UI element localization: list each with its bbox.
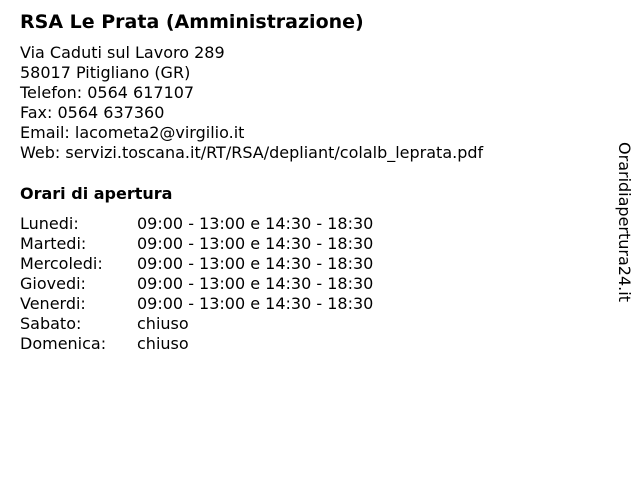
hours-row <box>20 314 440 334</box>
hours-row <box>20 214 440 234</box>
email-line: Email: lacometa2@virgilio.it <box>20 123 245 142</box>
time-value: 09:00 - 13:00 e 14:30 - 18:30 <box>137 274 374 293</box>
phone-line: Telefon: 0564 617107 <box>20 83 195 102</box>
hours-row <box>20 254 440 274</box>
opening-hours-heading: Orari di apertura <box>20 184 173 203</box>
time-value: chiuso <box>137 334 189 353</box>
time-value: 09:00 - 13:00 e 14:30 - 18:30 <box>137 294 374 313</box>
day-label: Domenica: <box>20 334 107 353</box>
hours-row <box>20 274 440 294</box>
contact-block <box>20 43 483 163</box>
time-value: 09:00 - 13:00 e 14:30 - 18:30 <box>137 214 374 233</box>
day-label: Venerdi: <box>20 294 86 313</box>
page-title: RSA Le Prata (Amministrazione) <box>20 11 364 33</box>
site-brand-label: Oraridiapertura24.it <box>615 142 635 302</box>
day-label: Mercoledi: <box>20 254 103 273</box>
city-line: 58017 Pitigliano (GR) <box>20 63 191 82</box>
web-line: Web: servizi.toscana.it/RT/RSA/depliant/colalb_leprata.pdf <box>20 143 484 162</box>
hours-row <box>20 294 440 314</box>
address-line: Via Caduti sul Lavoro 289 <box>20 43 225 62</box>
fax-line: Fax: 0564 637360 <box>20 103 165 122</box>
hours-row <box>20 334 440 354</box>
day-label: Lunedi: <box>20 214 79 233</box>
site-brand-vertical <box>612 134 636 310</box>
day-label: Giovedi: <box>20 274 86 293</box>
time-value: chiuso <box>137 314 189 333</box>
day-label: Martedi: <box>20 234 87 253</box>
hours-row <box>20 234 440 254</box>
time-value: 09:00 - 13:00 e 14:30 - 18:30 <box>137 234 374 253</box>
day-label: Sabato: <box>20 314 82 333</box>
opening-hours-table <box>20 214 440 354</box>
time-value: 09:00 - 13:00 e 14:30 - 18:30 <box>137 254 374 273</box>
